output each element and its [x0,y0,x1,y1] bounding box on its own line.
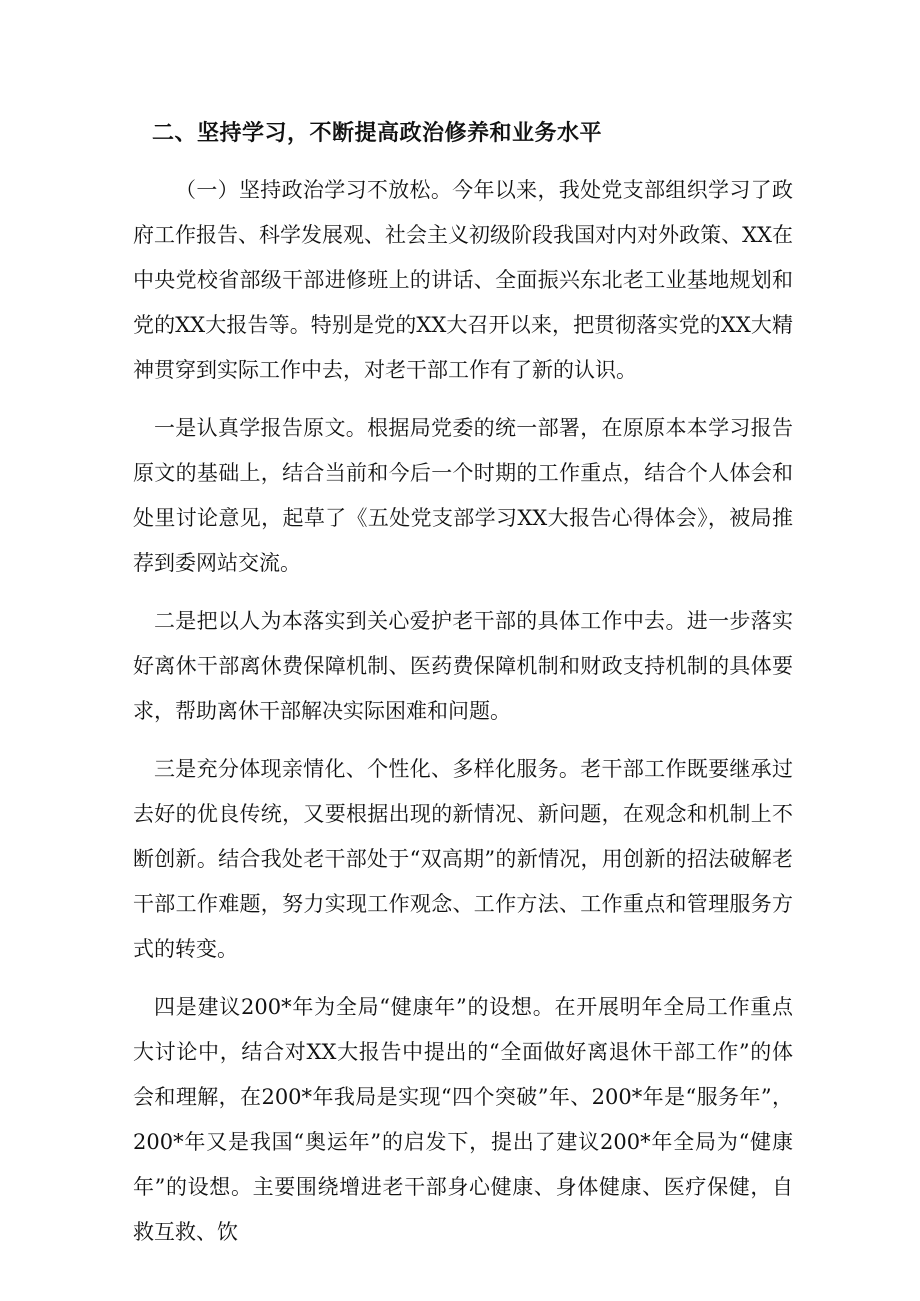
document-body [133,168,793,1268]
paragraph-item-two: 二是把以人为本落实到关心爱护老干部的具体工作中去。进一步落实好离休干部离休费保障机制、医药费保障机制和财政支持机制的具体要求，帮助离休干部解决实际困难和问题。 [133,609,793,723]
paragraph-item-three: 三是充分体现亲情化、个性化、多样化服务。老干部工作既要继承过去好的优良传统，又要根据出现的新情况、新问题，在观念和机制上不断创新。结合我处老干部处于“双高期”的新情况，用创新的招法破解老干部工作难题，努力实现工作观念、工作方法、工作重点和管理服务方式的转变。 [133,757,793,961]
paragraph-item-four: 四是建议200*年为全局“健康年”的设想。在开展明年全局工作重点大讨论中，结合对XX大报告中提出的“全面做好离退休干部工作”的体会和理解，在200*年我局是实现“四个突破”年、200*年是“服务年”，200*年又是我国“奥运年”的启发下，提出了建议200*年全局为“健康年”的设想。主要围绕增进老干部身心健康、身体健康、医疗保健，自救互救、饮 [133,995,793,1244]
section-heading: 二、坚持学习，不断提高政治修养和业务水平 [152,121,603,146]
paragraph-item-one: 一是认真学报告原文。根据局党委的统一部署，在原原本本学习报告原文的基础上，结合当前和今后一个时期的工作重点，结合个人体会和处里讨论意见，起草了《五处党支部学习XX大报告心得体会》，被局推荐到委网站交流。 [133,416,793,575]
paragraph-political-study: （一）坚持政治学习不放松。今年以来，我处党支部组织学习了政府工作报告、科学发展观、社会主义初级阶段我国对内对外政策、XX在中央党校省部级干部进修班上的讲话、全面振兴东北老工业基地规划和党的XX大报告等。特别是党的XX大召开以来，把贯彻落实党的XX大精神贯穿到实际工作中去，对老干部工作有了新的认识。 [133,178,793,382]
